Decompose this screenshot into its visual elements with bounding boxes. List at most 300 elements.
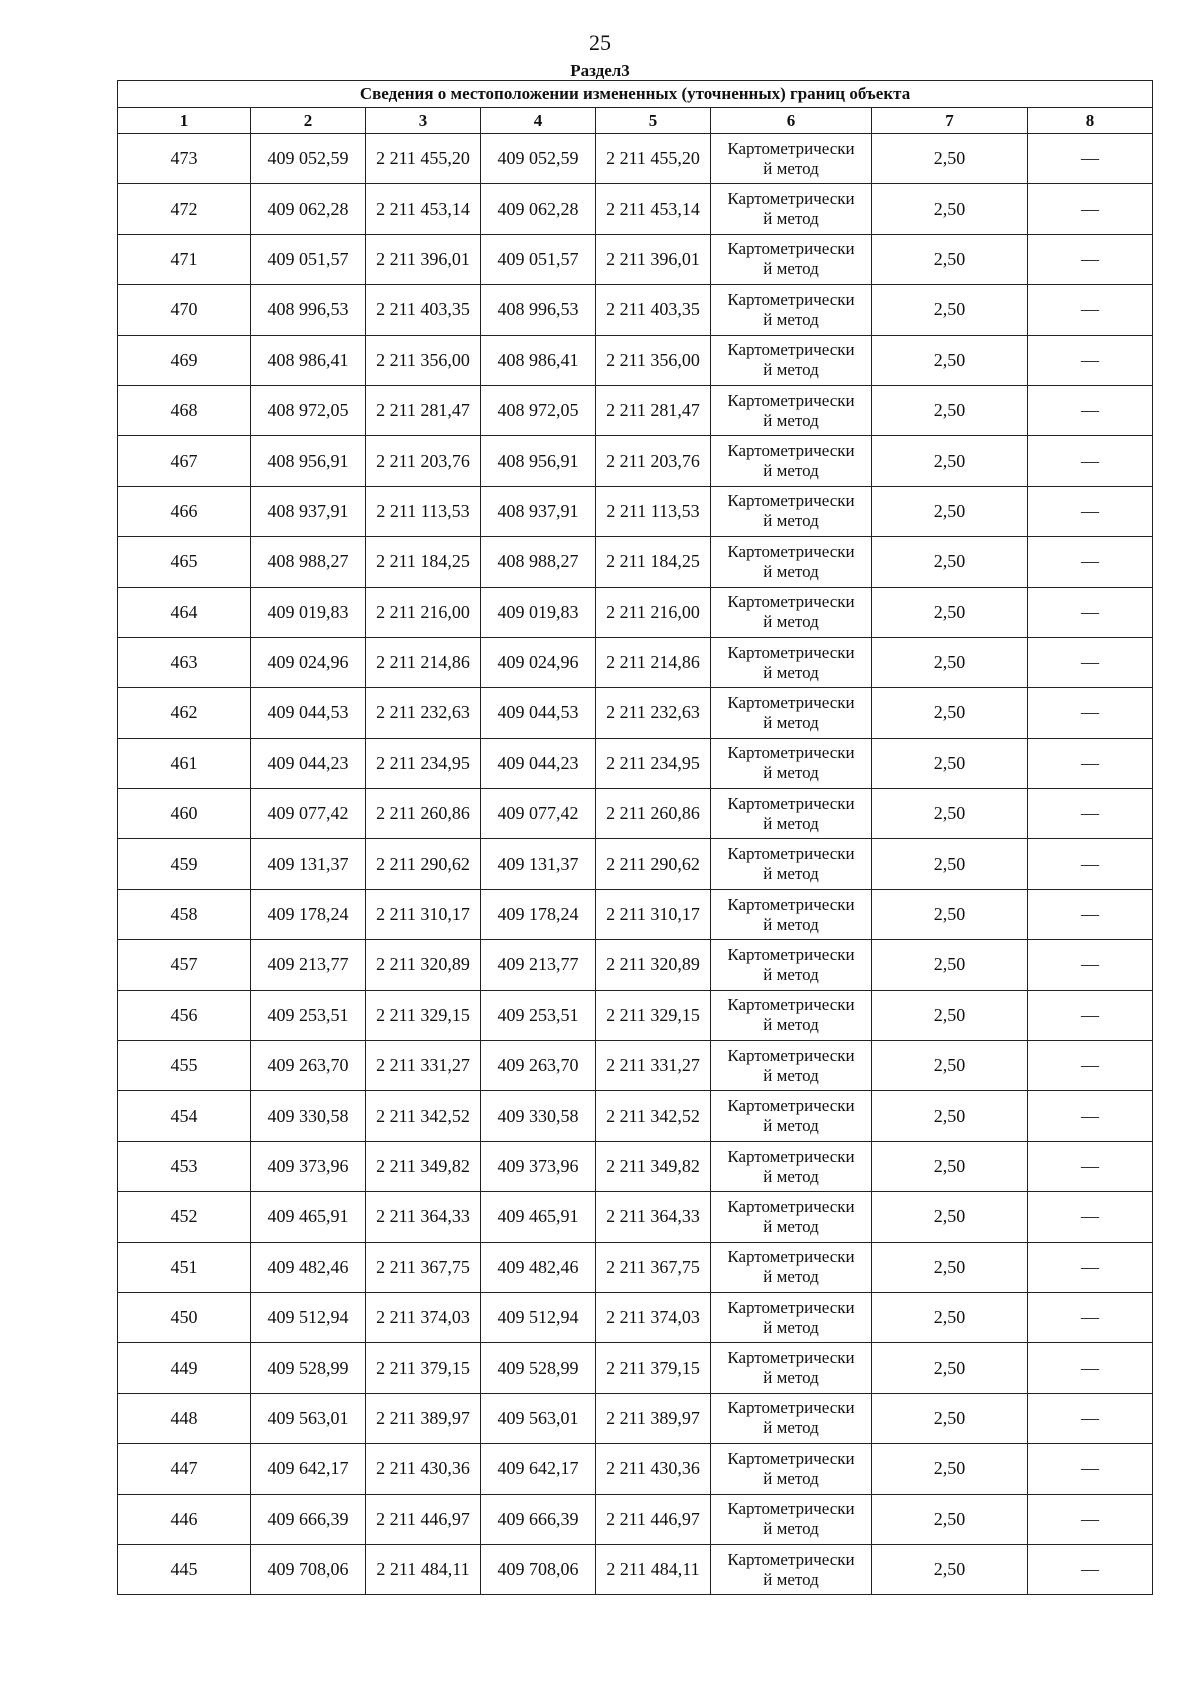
table-row [118,1292,1153,1342]
method-cell [711,436,872,486]
x-new-cell: 408 988,27 [481,537,596,587]
method-cell [711,839,872,889]
point-number-cell: 462 [118,688,251,738]
x-old-cell: 409 062,28 [251,184,366,234]
method-cell [711,889,872,939]
table-caption: Сведения о местоположении измененных (уточненных) границ объекта [118,81,1153,108]
table-row [118,234,1153,284]
method-cell [711,587,872,637]
table-row [118,1444,1153,1494]
x-new-cell: 409 024,96 [481,637,596,687]
method-cell [711,1544,872,1594]
x-new-cell: 409 044,23 [481,738,596,788]
point-number-cell: 464 [118,587,251,637]
y-new-cell: 2 211 260,86 [596,789,711,839]
description-cell: — [1028,1544,1153,1594]
description-cell: — [1028,537,1153,587]
x-old-cell: 408 937,91 [251,486,366,536]
y-new-cell: 2 211 234,95 [596,738,711,788]
y-old-cell: 2 211 331,27 [366,1041,481,1091]
y-old-cell: 2 211 184,25 [366,537,481,587]
method-cell [711,184,872,234]
y-old-cell: 2 211 455,20 [366,134,481,184]
method-cell [711,385,872,435]
method-text-line-1: Картометрически [727,793,855,813]
method-text-line-2: й метод [763,1519,819,1539]
y-old-cell: 2 211 281,47 [366,385,481,435]
y-new-cell: 2 211 329,15 [596,990,711,1040]
x-old-cell: 409 077,42 [251,789,366,839]
point-number-cell: 453 [118,1141,251,1191]
y-new-cell: 2 211 320,89 [596,940,711,990]
method-cell [711,637,872,687]
method-cell [711,1343,872,1393]
accuracy-cell: 2,50 [872,335,1028,385]
y-new-cell: 2 211 356,00 [596,335,711,385]
accuracy-cell: 2,50 [872,385,1028,435]
description-cell: — [1028,1091,1153,1141]
method-cell [711,1141,872,1191]
description-cell: — [1028,789,1153,839]
accuracy-cell: 2,50 [872,889,1028,939]
method-text-line-1: Картометрически [727,1348,855,1368]
method-cell [711,990,872,1040]
y-old-cell: 2 211 374,03 [366,1292,481,1342]
point-number-cell: 456 [118,990,251,1040]
table-caption-row [118,81,1153,108]
y-old-cell: 2 211 113,53 [366,486,481,536]
table-row [118,184,1153,234]
y-new-cell: 2 211 232,63 [596,688,711,738]
table-row [118,1343,1153,1393]
method-text-line-1: Картометрически [727,1549,855,1569]
table-row [118,1041,1153,1091]
table-row [118,990,1153,1040]
y-old-cell: 2 211 453,14 [366,184,481,234]
accuracy-cell: 2,50 [872,940,1028,990]
accuracy-cell: 2,50 [872,738,1028,788]
x-new-cell: 409 052,59 [481,134,596,184]
y-new-cell: 2 211 389,97 [596,1393,711,1443]
y-old-cell: 2 211 310,17 [366,889,481,939]
method-text-line-1: Картометрически [727,189,855,209]
y-new-cell: 2 211 331,27 [596,1041,711,1091]
y-old-cell: 2 211 234,95 [366,738,481,788]
method-text-line-1: Картометрически [727,441,855,461]
method-cell [711,789,872,839]
column-number: 2 [251,108,366,134]
y-new-cell: 2 211 290,62 [596,839,711,889]
accuracy-cell: 2,50 [872,234,1028,284]
y-new-cell: 2 211 446,97 [596,1494,711,1544]
point-number-cell: 451 [118,1242,251,1292]
table-row [118,1242,1153,1292]
point-number-cell: 445 [118,1544,251,1594]
x-new-cell: 409 131,37 [481,839,596,889]
table-row [118,1393,1153,1443]
description-cell: — [1028,688,1153,738]
method-text-line-1: Картометрически [727,491,855,511]
table-body [118,134,1153,1595]
y-new-cell: 2 211 310,17 [596,889,711,939]
method-text-line-2: й метод [763,561,819,581]
method-text-line-1: Картометрически [727,138,855,158]
method-text-line-1: Картометрически [727,541,855,561]
point-number-cell: 472 [118,184,251,234]
table-row [118,134,1153,184]
y-old-cell: 2 211 260,86 [366,789,481,839]
x-new-cell: 408 956,91 [481,436,596,486]
y-new-cell: 2 211 203,76 [596,436,711,486]
x-old-cell: 409 465,91 [251,1192,366,1242]
method-text-line-2: й метод [763,662,819,682]
column-number: 6 [711,108,872,134]
table-row [118,587,1153,637]
point-number-cell: 466 [118,486,251,536]
x-new-cell: 409 044,53 [481,688,596,738]
method-text-line-1: Картометрически [727,289,855,309]
x-new-cell: 408 986,41 [481,335,596,385]
method-text-line-2: й метод [763,1418,819,1438]
description-cell: — [1028,1292,1153,1342]
method-cell [711,1091,872,1141]
y-new-cell: 2 211 113,53 [596,486,711,536]
x-old-cell: 408 996,53 [251,285,366,335]
method-cell [711,1292,872,1342]
method-text-line-2: й метод [763,158,819,178]
method-cell [711,234,872,284]
x-old-cell: 408 988,27 [251,537,366,587]
accuracy-cell: 2,50 [872,1141,1028,1191]
y-old-cell: 2 211 389,97 [366,1393,481,1443]
method-text-line-1: Картометрически [727,1297,855,1317]
x-new-cell: 409 263,70 [481,1041,596,1091]
description-cell: — [1028,889,1153,939]
y-new-cell: 2 211 403,35 [596,285,711,335]
method-text-line-2: й метод [763,1569,819,1589]
x-old-cell: 409 482,46 [251,1242,366,1292]
point-number-cell: 448 [118,1393,251,1443]
column-number: 4 [481,108,596,134]
x-old-cell: 409 019,83 [251,587,366,637]
column-number: 1 [118,108,251,134]
method-text-line-1: Картометрически [727,743,855,763]
x-old-cell: 409 263,70 [251,1041,366,1091]
table-row [118,486,1153,536]
accuracy-cell: 2,50 [872,1242,1028,1292]
x-old-cell: 409 044,53 [251,688,366,738]
x-old-cell: 409 512,94 [251,1292,366,1342]
x-old-cell: 408 986,41 [251,335,366,385]
y-new-cell: 2 211 216,00 [596,587,711,637]
method-text-line-1: Картометрически [727,1398,855,1418]
x-old-cell: 409 253,51 [251,990,366,1040]
y-new-cell: 2 211 281,47 [596,385,711,435]
method-text-line-1: Картометрически [727,692,855,712]
method-text-line-2: й метод [763,209,819,229]
accuracy-cell: 2,50 [872,688,1028,738]
description-cell: — [1028,1192,1153,1242]
accuracy-cell: 2,50 [872,1041,1028,1091]
x-old-cell: 409 708,06 [251,1544,366,1594]
x-new-cell: 408 996,53 [481,285,596,335]
method-text-line-1: Картометрически [727,844,855,864]
point-number-cell: 461 [118,738,251,788]
method-text-line-1: Картометрически [727,1247,855,1267]
accuracy-cell: 2,50 [872,285,1028,335]
x-new-cell: 409 019,83 [481,587,596,637]
table-row [118,940,1153,990]
x-old-cell: 409 563,01 [251,1393,366,1443]
method-text-line-1: Картометрически [727,995,855,1015]
x-new-cell: 409 642,17 [481,1444,596,1494]
y-new-cell: 2 211 214,86 [596,637,711,687]
y-new-cell: 2 211 367,75 [596,1242,711,1292]
point-number-cell: 455 [118,1041,251,1091]
method-cell [711,940,872,990]
description-cell: — [1028,1041,1153,1091]
description-cell: — [1028,1141,1153,1191]
description-cell: — [1028,990,1153,1040]
accuracy-cell: 2,50 [872,637,1028,687]
x-old-cell: 409 330,58 [251,1091,366,1141]
x-old-cell: 409 666,39 [251,1494,366,1544]
accuracy-cell: 2,50 [872,134,1028,184]
x-old-cell: 409 373,96 [251,1141,366,1191]
table-row [118,436,1153,486]
column-number-row [118,108,1153,134]
y-old-cell: 2 211 290,62 [366,839,481,889]
y-old-cell: 2 211 203,76 [366,436,481,486]
x-new-cell: 409 077,42 [481,789,596,839]
method-text-line-2: й метод [763,1015,819,1035]
description-cell: — [1028,1343,1153,1393]
y-old-cell: 2 211 396,01 [366,234,481,284]
column-number: 5 [596,108,711,134]
description-cell: — [1028,637,1153,687]
point-number-cell: 471 [118,234,251,284]
x-old-cell: 409 024,96 [251,637,366,687]
accuracy-cell: 2,50 [872,1292,1028,1342]
table-row [118,1494,1153,1544]
method-text-line-2: й метод [763,461,819,481]
y-new-cell: 2 211 342,52 [596,1091,711,1141]
point-number-cell: 459 [118,839,251,889]
accuracy-cell: 2,50 [872,1192,1028,1242]
x-new-cell: 409 062,28 [481,184,596,234]
page-number: 25 [589,30,611,55]
y-new-cell: 2 211 379,15 [596,1343,711,1393]
y-old-cell: 2 211 379,15 [366,1343,481,1393]
x-new-cell: 409 563,01 [481,1393,596,1443]
table-row [118,688,1153,738]
method-text-line-1: Картометрически [727,944,855,964]
method-text-line-2: й метод [763,511,819,531]
x-new-cell: 409 178,24 [481,889,596,939]
method-text-line-1: Картометрически [727,1146,855,1166]
y-new-cell: 2 211 455,20 [596,134,711,184]
accuracy-cell: 2,50 [872,1393,1028,1443]
accuracy-cell: 2,50 [872,1091,1028,1141]
x-old-cell: 409 044,23 [251,738,366,788]
x-new-cell: 409 512,94 [481,1292,596,1342]
method-text-line-1: Картометрически [727,390,855,410]
y-old-cell: 2 211 329,15 [366,990,481,1040]
y-old-cell: 2 211 216,00 [366,587,481,637]
y-new-cell: 2 211 184,25 [596,537,711,587]
description-cell: — [1028,134,1153,184]
point-number-cell: 447 [118,1444,251,1494]
point-number-cell: 470 [118,285,251,335]
method-text-line-2: й метод [763,360,819,380]
method-text-line-1: Картометрически [727,1499,855,1519]
y-new-cell: 2 211 453,14 [596,184,711,234]
method-text-line-1: Картометрически [727,340,855,360]
accuracy-cell: 2,50 [872,587,1028,637]
method-text-line-2: й метод [763,964,819,984]
method-text-line-1: Картометрически [727,894,855,914]
y-old-cell: 2 211 356,00 [366,335,481,385]
y-old-cell: 2 211 446,97 [366,1494,481,1544]
x-new-cell: 409 330,58 [481,1091,596,1141]
method-text-line-2: й метод [763,1368,819,1388]
method-text-line-2: й метод [763,712,819,732]
accuracy-cell: 2,50 [872,1343,1028,1393]
method-text-line-2: й метод [763,763,819,783]
y-new-cell: 2 211 430,36 [596,1444,711,1494]
method-cell [711,1242,872,1292]
method-cell [711,285,872,335]
description-cell: — [1028,385,1153,435]
method-cell [711,1041,872,1091]
y-old-cell: 2 211 349,82 [366,1141,481,1191]
table-row [118,839,1153,889]
method-cell [711,537,872,587]
point-number-cell: 446 [118,1494,251,1544]
column-number: 8 [1028,108,1153,134]
y-new-cell: 2 211 374,03 [596,1292,711,1342]
section-title: Раздел3 [570,61,630,80]
point-number-cell: 473 [118,134,251,184]
y-new-cell: 2 211 349,82 [596,1141,711,1191]
x-old-cell: 409 051,57 [251,234,366,284]
accuracy-cell: 2,50 [872,1444,1028,1494]
method-text-line-2: й метод [763,914,819,934]
x-old-cell: 409 642,17 [251,1444,366,1494]
x-new-cell: 409 213,77 [481,940,596,990]
x-new-cell: 409 373,96 [481,1141,596,1191]
method-text-line-2: й метод [763,1116,819,1136]
table-row [118,385,1153,435]
description-cell: — [1028,1494,1153,1544]
point-number-cell: 465 [118,537,251,587]
description-cell: — [1028,839,1153,889]
x-new-cell: 408 972,05 [481,385,596,435]
x-new-cell: 409 253,51 [481,990,596,1040]
method-text-line-2: й метод [763,1267,819,1287]
description-cell: — [1028,184,1153,234]
method-text-line-1: Картометрически [727,1196,855,1216]
y-old-cell: 2 211 367,75 [366,1242,481,1292]
y-old-cell: 2 211 342,52 [366,1091,481,1141]
point-number-cell: 449 [118,1343,251,1393]
method-cell [711,688,872,738]
x-old-cell: 409 528,99 [251,1343,366,1393]
x-new-cell: 408 937,91 [481,486,596,536]
method-cell [711,134,872,184]
point-number-cell: 467 [118,436,251,486]
description-cell: — [1028,1242,1153,1292]
method-cell [711,335,872,385]
x-old-cell: 409 213,77 [251,940,366,990]
point-number-cell: 458 [118,889,251,939]
method-text-line-2: й метод [763,410,819,430]
point-number-cell: 454 [118,1091,251,1141]
table-row [118,1091,1153,1141]
point-number-cell: 450 [118,1292,251,1342]
point-number-cell: 457 [118,940,251,990]
description-cell: — [1028,234,1153,284]
method-cell [711,738,872,788]
description-cell: — [1028,486,1153,536]
method-cell [711,1192,872,1242]
method-text-line-1: Картометрически [727,592,855,612]
x-old-cell: 409 131,37 [251,839,366,889]
method-text-line-1: Картометрически [727,1096,855,1116]
y-old-cell: 2 211 232,63 [366,688,481,738]
method-text-line-2: й метод [763,1216,819,1236]
accuracy-cell: 2,50 [872,990,1028,1040]
method-text-line-2: й метод [763,864,819,884]
table-row [118,1192,1153,1242]
accuracy-cell: 2,50 [872,1544,1028,1594]
method-text-line-1: Картометрически [727,642,855,662]
description-cell: — [1028,587,1153,637]
x-old-cell: 408 956,91 [251,436,366,486]
method-text-line-2: й метод [763,1317,819,1337]
accuracy-cell: 2,50 [872,537,1028,587]
accuracy-cell: 2,50 [872,789,1028,839]
method-text-line-2: й метод [763,813,819,833]
column-number: 3 [366,108,481,134]
y-old-cell: 2 211 214,86 [366,637,481,687]
table-row [118,537,1153,587]
x-new-cell: 409 528,99 [481,1343,596,1393]
method-text-line-2: й метод [763,1065,819,1085]
x-new-cell: 409 465,91 [481,1192,596,1242]
method-text-line-1: Картометрически [727,1045,855,1065]
y-old-cell: 2 211 364,33 [366,1192,481,1242]
description-cell: — [1028,285,1153,335]
method-text-line-2: й метод [763,309,819,329]
x-old-cell: 409 052,59 [251,134,366,184]
table-row [118,285,1153,335]
y-new-cell: 2 211 484,11 [596,1544,711,1594]
description-cell: — [1028,436,1153,486]
accuracy-cell: 2,50 [872,184,1028,234]
x-new-cell: 409 708,06 [481,1544,596,1594]
x-old-cell: 409 178,24 [251,889,366,939]
table-row [118,789,1153,839]
method-text-line-2: й метод [763,259,819,279]
point-number-cell: 452 [118,1192,251,1242]
description-cell: — [1028,1444,1153,1494]
method-cell [711,1494,872,1544]
table-row [118,1141,1153,1191]
method-text-line-2: й метод [763,1166,819,1186]
y-old-cell: 2 211 320,89 [366,940,481,990]
method-text-line-2: й метод [763,612,819,632]
